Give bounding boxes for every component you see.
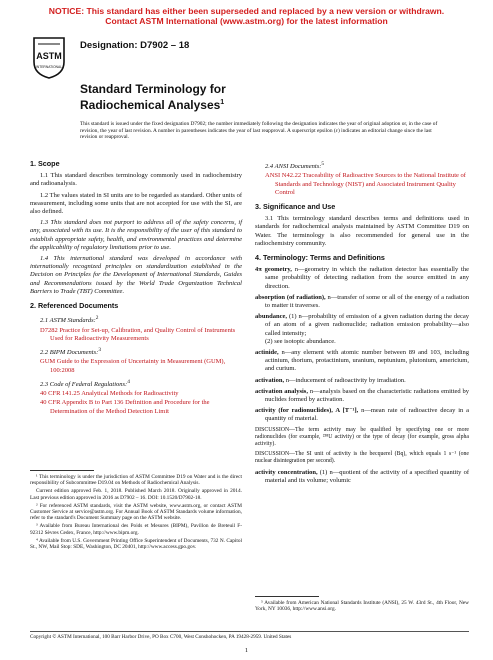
term-actinide: actinide, n—any element with atomic number between 89 and 103, including actinium, thorium, protactinium, uranium, neptunium, plutonium, americium, and curium. [255, 349, 469, 373]
footnote-1b: Current edition approved Feb. 1, 2018. Published March 2018. Originally approved in 2014. Last previous edition approved in 2016 as D7902 – 16. DOI: 10.1520/D7902-18. [30, 488, 242, 501]
para-1-4: 1.4 This international standard was developed in accordance with internationally recognized principles on standardization established in the Decision on Principles for the Development of International Standards, Guides and Recommendations issued by the World Trade Organization Technical Barriers to Trade (TBT) Committee. [30, 255, 242, 295]
withdrawal-notice [0, 6, 493, 26]
left-column [30, 160, 242, 419]
footer-rule [30, 631, 469, 632]
term-activation: activation, n—inducement of radioactivity by irradiation. [255, 376, 406, 384]
title-line-2: Radiochemical Analyses [80, 98, 221, 112]
title-line-1: Standard Terminology for [80, 82, 226, 96]
footnote-2: ² For referenced ASTM standards, visit the ASTM website, www.astm.org, or contact ASTM Customer Service at service@astm.org. For Annual Book of ASTM Standards volume information, refer to the standard's Document Summary page on the ASTM website. [30, 502, 242, 522]
footnote-5: ⁵ Available from American National Standards Institute (ANSI), 25 W. 43rd St., 4th Floor, New York, NY 10036, http://www.ansi.org. [255, 600, 469, 613]
footnote-rule-right [255, 596, 319, 597]
term-absorption: absorption (of radiation), n—transfer of some or all of the energy of a radiation to matter it traverses. [255, 293, 469, 309]
right-column [255, 160, 469, 488]
ref-cfr-136-link[interactable]: 40 CFR Appendix B to Part 136 Definition and Procedure for the Determination of the Method Detection Limit [40, 399, 210, 415]
para-1-3: 1.3 This standard does not purport to address all of the safety concerns, if any, associated with its use. It is the responsibility of the user of this standard to establish appropriate safety, health, and environmental practices and determine the applicability of regulatory limitations prior to use. [30, 219, 242, 251]
document-title [80, 82, 410, 112]
para-1-1: 1.1 This standard describes terminology commonly used in radiochemistry and radioanalysis. [30, 172, 242, 188]
term-activity: activity (for radionuclides), A [T⁻¹], n—mean rate of radioactive decay in a quantity of material. [255, 407, 470, 423]
logo-text: ASTM [36, 51, 62, 61]
ref-gum-link[interactable]: GUM Guide to the Expression of Uncertainty in Measurement (GUM), 100:2008 [40, 358, 226, 374]
copyright-line: Copyright © ASTM International, 100 Barr Harbor Drive, PO Box C700, West Conshohocken, PA 19428-2959. United States [30, 634, 292, 640]
referenced-docs-heading: 2. Referenced Documents [30, 301, 119, 311]
term-activity-concentration: activity concentration, (1) n—quotient of the activity of a specified quantity of material and its volume; volumic [255, 468, 469, 484]
footnote-4: ⁴ Available from U.S. Government Printing Office Superintendent of Documents, 732 N. Capitol St., NW, Mail Stop: SDE, Washington, DC 20401, http://www.access.gpo.gov. [30, 537, 242, 551]
para-1-2: 1.2 The values stated in SI units are to be regarded as standard. Other units of measurement, including some units that are not accepted for use with the SI, are also defined. [30, 191, 242, 216]
term-abundance: abundance, (1) n—probability of emission of a given radiation during the decay of an atom of a given radionuclide; radiation emission probability—also called intensity; [255, 313, 469, 337]
scope-heading: 1. Scope [30, 159, 60, 168]
footnote-3: ³ Available from Bureau International des Poids et Mesures (BIPM), Pavillon de Breteuil F-92312 Sèvres Cedex, France, http://www.bipm.org. [30, 523, 242, 536]
term-abundance-2: (2) see isotopic abundance. [265, 337, 336, 345]
ref-ansi-link[interactable]: ANSI N42.22 Traceability of Radioactive Sources to the National Institute of Standards and Technology (NIST) and Associated Instrument Quality Control [265, 172, 466, 196]
ref-2-3: 2.3 Code of Federal Regulations:$^4$ [40, 378, 130, 388]
footnote-1: ¹ This terminology is under the jurisdiction of ASTM Committee D19 on Water and is the direct responsibility of Subcommittee D19.04 on Methods of Radiochemical Analysis. [30, 474, 242, 487]
discussion-activity-2: DISCUSSION—The SI unit of activity is the becquerel (Bq), which equals 1 s⁻¹ (one nuclear disintegration per second). [255, 451, 469, 465]
footnote-right [255, 600, 469, 614]
page-number: 1 [244, 647, 249, 654]
title-footnote-mark: 1 [220, 99, 225, 106]
para-3-1: 3.1 This terminology standard describes terms and definitions used in standards for radiochemical analysis maintained by ASTM Committee D19 on Water. The terminology is also recommended for general use in the radiochemistry community. [255, 215, 469, 247]
ref-cfr-141-link[interactable]: 40 CFR 141.25 Analytical Methods for Radioactivity [40, 390, 179, 398]
notice-line-1: NOTICE: This standard has either been superseded and replaced by a new version or withdrawn. [48, 6, 445, 16]
footnotes-left [30, 474, 242, 552]
significance-heading: 3. Significance and Use [255, 201, 336, 211]
logo-subtext: INTERNATIONAL [35, 65, 63, 69]
terms-heading: 4. Terminology: Terms and Definitions [255, 252, 385, 262]
ref-2-2: 2.2 BIPM Documents:$^3$ [40, 347, 102, 357]
notice-line-2: Contact ASTM International (www.astm.org) for the latest information [105, 16, 388, 26]
ref-2-1: 2.1 ASTM Standards:$^2$ [40, 315, 99, 325]
discussion-activity-1: DISCUSSION—The term activity may be qualified by specifying one or more radionuclides (for example, ²³⁸U activity) or the type of decay (for example, gross alpha activity). [255, 426, 469, 448]
astm-logo [30, 32, 68, 80]
designation: Designation: D7902 – 18 [80, 40, 190, 51]
term-4pi-geometry: 4π geometry, n—geometry in which the radiation detector has essentially the same probability of detecting radiation from the source emitted in any direction. [255, 266, 469, 290]
term-activation-analysis: activation analysis, n—analysis based on the characteristic radiations emitted by nuclides formed by activation. [255, 387, 470, 404]
ref-d7282-link[interactable]: D7282 Practice for Set-up, Calibration, and Quality Control of Instruments Used for Radioactivity Measurements [40, 326, 236, 342]
footnote-rule-left [30, 470, 94, 471]
issue-note: This standard is issued under the fixed designation D7902; the number immediately following the designation indicates the year of original adoption or, in the case of revision, the year of last revision. A number in parentheses indicates the year of last reapproval. A superscript epsilon (ε) indicates an editorial change since the last revision or reapproval. [80, 121, 438, 141]
ref-2-4: 2.4 ANSI Documents:$^5$ [265, 161, 325, 171]
